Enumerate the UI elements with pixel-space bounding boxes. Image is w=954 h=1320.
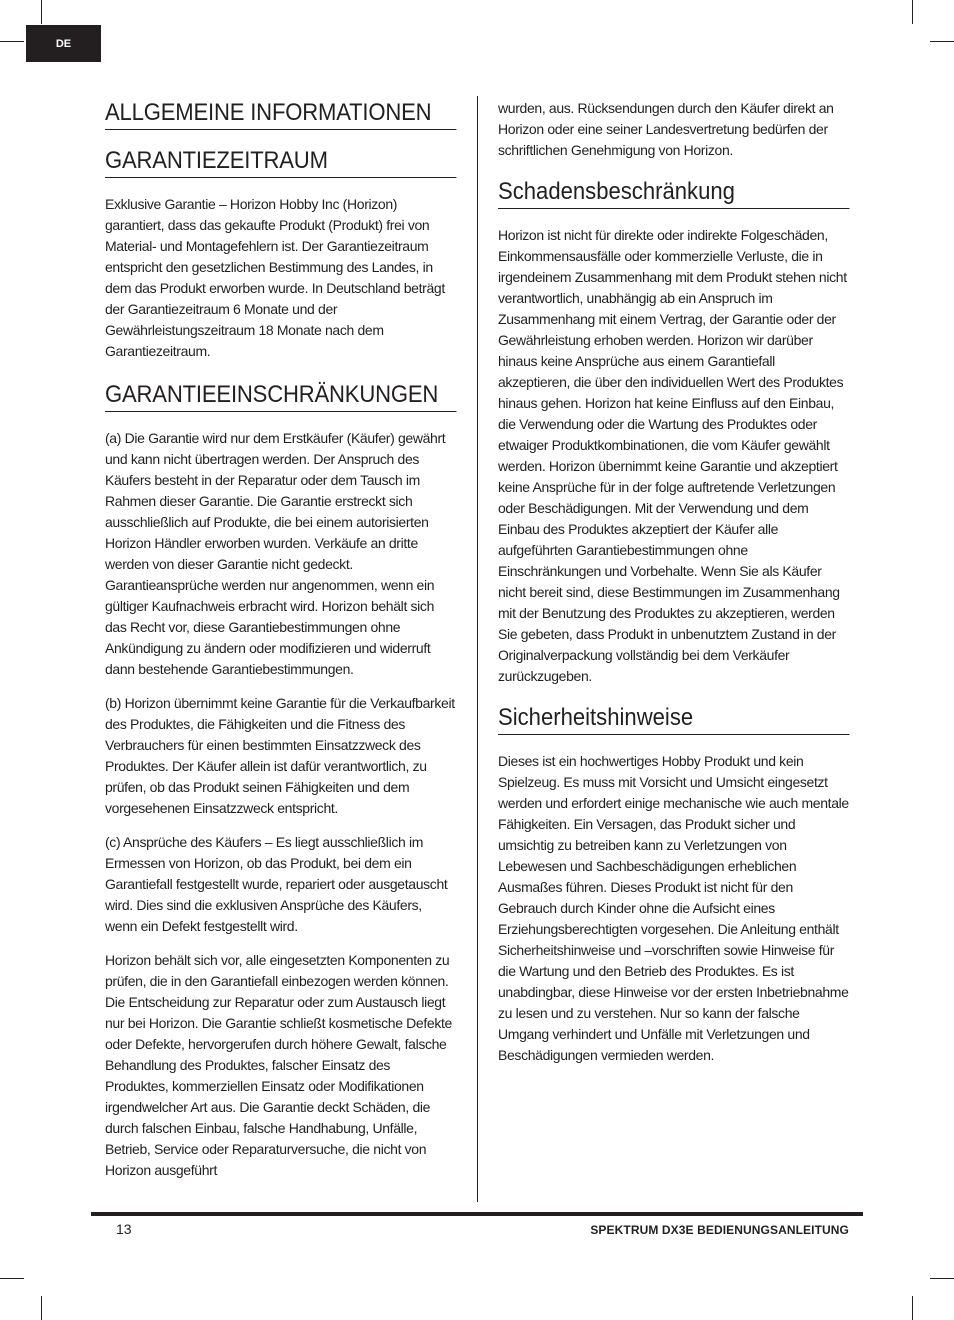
limitation-d-paragraph: Horizon behält sich vor, alle eingesetzten Komponenten zu prüfen, die in den Garantiefall einbezogen werden können. Die Entscheidung zur Reparatur oder zum Austausch liegt nur bei Horizon. Die Garantie schließt kosmetische Defekte oder Defekte, hervorgerufen durch höhere Gewalt, falsche Behandlung des Produktes, falscher Einsatz des Produktes, kommerziellen Einsatz oder Modifikationen irgendwelcher Art aus. Die Garantie deckt Schäden, die durch falschen Einbau, falsche Handhabung, Unfälle, Betrieb, Service oder Reparaturversuche, die nicht von Horizon ausgeführt — [105, 952, 452, 1178]
crop-mark — [41, 1296, 42, 1320]
crop-mark — [912, 0, 913, 24]
continuation-paragraph: wurden, aus. Rücksendungen durch den Käufer direkt an Horizon oder eine seiner Landesvertretung bedürfen der schriftlichen Genehmigung von Horizon. — [498, 100, 834, 158]
crop-mark — [0, 1278, 24, 1279]
heading-liability-limitation: Schadensbeschränkung — [498, 177, 849, 209]
heading-warranty-period: GARANTIEZEITRAUM — [105, 146, 456, 178]
manual-title: SPEKTRUM DX3E BEDIENUNGSANLEITUNG — [590, 1223, 849, 1237]
limitation-b-paragraph: (b) Horizon übernimmt keine Garantie für die Verkaufbarkeit des Produktes, die Fähigkeiten und die Fitness des Verbrauchers für einen bestimmten Einsatzzweck des Produktes. Der Käufer allein ist dafür verantwortlich, zu prüfen, ob das Produkt seinen Fähigkeiten und dem vorgesehenen Einsatzzweck entspricht. — [105, 695, 455, 816]
heading-safety-notes: Sicherheitshinweise — [498, 703, 849, 735]
heading-general-information: ALLGEMEINE INFORMATIONEN — [105, 98, 456, 130]
column-divider — [477, 96, 478, 1202]
limitation-c-paragraph: (c) Ansprüche des Käufers – Es liegt ausschließlich im Ermessen von Horizon, ob das Produkt, bei dem ein Garantiefall festgestellt wurde, repariert oder ausgetauscht wird. Dies sind die exklusiven Ansprüche des Käufers, wenn ein Defekt festgestellt wird. — [105, 834, 448, 934]
crop-mark — [41, 0, 42, 24]
liability-paragraph: Horizon ist nicht für direkte oder indirekte Folgeschäden, Einkommensausfälle oder kommerzielle Verluste, die in irgendeinem Zusammenhang mit dem Produkt stehen nicht verantwortlich, unabhängig ab ein Anspruch im Zusammenhang mit einem Vertrag, der Garantie oder der Gewährleistung erhoben werden. Horizon wir darüber hinaus keine Ansprüche aus einem Garantiefall akzeptieren, die über den individuellen Wert des Produktes hinaus gehen. Horizon hat keine Einfluss auf den Einbau, die Verwendung oder die Wartung des Produktes oder etwaiger Produktkombinationen, die vom Käufer gewählt werden. Horizon übernimmt keine Garantie und akzeptiert keine Ansprüche für in der folge auftretende Verletzungen oder Beschädigungen. Mit der Verwendung und dem Einbau des Produktes akzeptiert der Käufer alle aufgeführten Garantiebestimmungen ohne Einschränkungen und Vorbehalte. Wenn Sie als Käufer nicht bereit sind, diese Bestimmungen im Zusammenhang mit der Benutzung des Produktes zu akzeptieren, werden Sie gebeten, dass Produkt in unbenutztem Zustand in der Originalverpackung vollständig bei dem Verkäufer zurückzugeben. — [498, 227, 847, 684]
page-number: 13 — [116, 1221, 132, 1237]
safety-paragraph: Dieses ist ein hochwertiges Hobby Produkt und kein Spielzeug. Es muss mit Vorsicht und Umsicht eingesetzt werden und erfordert einige mechanische wie auch mentale Fähigkeiten. Ein Versagen, das Produkt sicher und umsichtig zu betreiben kann zu Verletzungen von Lebewesen und Sachbeschädigungen erheblichen Ausmaßes führen. Dieses Produkt ist nicht für den Gebrauch durch Kinder ohne die Aufsicht eines Erziehungsberechtigten vorgesehen. Die Anleitung enthält Sicherheitshinweise und –vorschriften sowie Hinweise für die Wartung und den Betrieb des Produktes. Es ist unabdingbar, diese Hinweise vor der ersten Inbetriebnahme zu lesen und zu verstehen. Nur so kann der falsche Umgang verhindert und Unfälle mit Verletzungen und Beschädigungen vermieden werden. — [498, 753, 849, 1063]
language-tab: DE — [26, 25, 101, 62]
heading-warranty-limitations: GARANTIEEINSCHRÄNKUNGEN — [105, 380, 456, 412]
crop-mark — [0, 41, 24, 42]
right-column — [498, 98, 849, 1079]
footer-rule — [91, 1212, 863, 1216]
limitation-a-paragraph: (a) Die Garantie wird nur dem Erstkäufer (Käufer) gewährt und kann nicht übertragen werden. Der Anspruch des Käufers besteht in der Reparatur oder dem Tausch im Rahmen dieser Garantie. Die Garantie erstreckt sich ausschließlich auf Produkte, die bei einem autorisierten Horizon Händler erworben wurden. Verkäufe an dritte werden von dieser Garantie nicht gedeckt. Garantieansprüche werden nur angenommen, wenn ein gültiger Kaufnachweis erbracht wird. Horizon behält sich das Recht vor, diese Garantiebestimmungen ohne Ankündigung zu ändern oder modifizieren und widerruft dann bestehende Garantiebestimmungen. — [105, 430, 446, 677]
warranty-period-paragraph: Exklusive Garantie – Horizon Hobby Inc (Horizon) garantiert, dass das gekaufte Produkt (Produkt) frei von Material- und Montagefehlern ist. Der Garantiezeitraum entspricht den gesetzlichen Bestimmung des Landes, in dem das Produkt erworben wurde. In Deutschland beträgt der Garantiezeitraum 6 Monate und der Gewährleistungszeitraum 18 Monate nach dem Garantiezeitraum. — [105, 196, 445, 359]
crop-mark — [930, 1278, 954, 1279]
crop-mark — [930, 41, 954, 42]
crop-mark — [912, 1296, 913, 1320]
left-column — [105, 98, 456, 1194]
